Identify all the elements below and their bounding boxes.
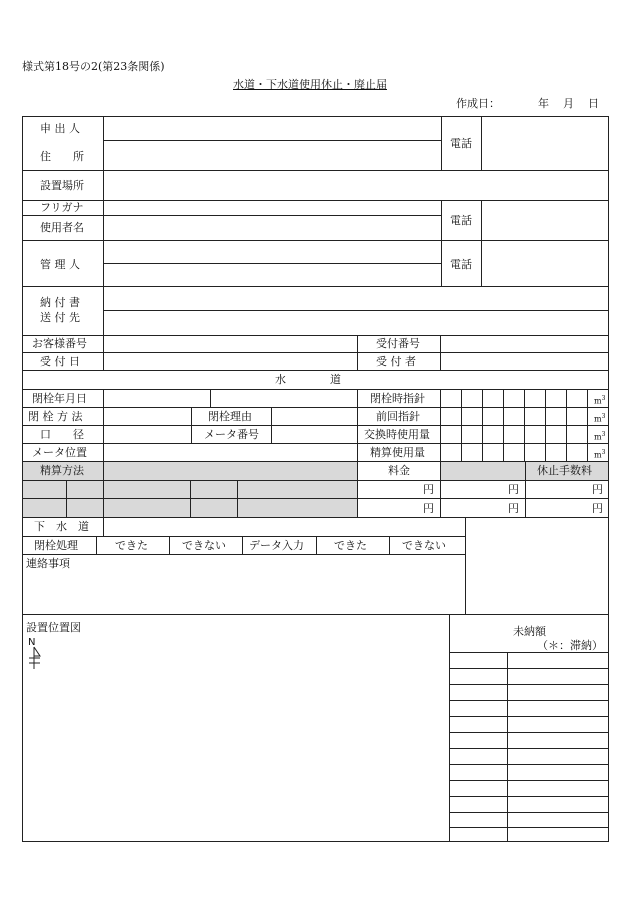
delivery-label-line2: 送 付 先	[40, 311, 80, 324]
manager-label: 管 理 人	[40, 258, 80, 271]
address-field[interactable]	[104, 141, 440, 170]
contact-label: 連絡事項	[26, 557, 70, 570]
diameter-label: 口 径	[40, 428, 84, 441]
close-reason-label: 閉栓理由	[208, 410, 252, 423]
created-year-label: 年	[538, 97, 549, 110]
diameter-field[interactable]	[104, 426, 190, 443]
location-label: 設置場所	[40, 179, 84, 192]
map-label: 設置位置図	[26, 621, 81, 634]
meter-position-label: メータ位置	[32, 446, 87, 459]
sewer-done-option-2[interactable]: できた	[334, 539, 367, 552]
yen-row2-col1: 円	[423, 502, 434, 515]
north-label: N	[28, 637, 36, 648]
prev-reading-digits[interactable]	[441, 408, 587, 425]
close-reason-field[interactable]	[272, 408, 356, 425]
manager-tel-label: 電話	[450, 258, 472, 271]
delivery-field-1[interactable]	[104, 287, 607, 310]
receipt-date-field[interactable]	[104, 353, 356, 370]
user-name-field[interactable]	[104, 216, 440, 240]
created-date-label: 作成日：	[456, 97, 500, 110]
applicant-tel-label: 電話	[450, 137, 472, 150]
sewer-not-done-option-1[interactable]: できない	[182, 539, 226, 552]
close-reading-label: 閉栓時指針	[370, 392, 425, 405]
settle-usage-label: 精算使用量	[370, 446, 425, 459]
close-method-label: 閉 栓 方 法	[28, 410, 83, 423]
receipt-no-label: 受付番号	[376, 337, 420, 350]
unit-prev-reading: $m^3$	[594, 413, 606, 424]
receipt-no-field[interactable]	[441, 336, 607, 352]
contact-field[interactable]	[23, 572, 464, 613]
close-method-field[interactable]	[104, 408, 190, 425]
unit-settle-usage: $m^3$	[594, 449, 606, 460]
customer-no-label: お客様番号	[32, 337, 87, 350]
manager-field-2[interactable]	[104, 264, 440, 286]
unit-close-reading: $m^3$	[594, 395, 606, 406]
yen-row1-col1: 円	[423, 483, 434, 496]
user-name-label: 使用者名	[40, 221, 84, 234]
applicant-tel-field[interactable]	[482, 117, 607, 170]
user-tel-field[interactable]	[482, 201, 607, 240]
receiver-label: 受 付 者	[376, 355, 416, 368]
address-label: 住 所	[40, 150, 84, 163]
yen-row1-col2: 円	[508, 483, 519, 496]
exchange-usage-digits[interactable]	[441, 426, 587, 443]
meter-no-label: メータ番号	[204, 428, 259, 441]
receipt-date-label: 受 付 日	[40, 355, 80, 368]
yen-row2-col3: 円	[592, 502, 603, 515]
yen-row2-col2: 円	[508, 502, 519, 515]
close-reading-digits[interactable]	[441, 390, 587, 407]
settlement-method-label: 精算方法	[40, 464, 84, 477]
furigana-label: フリガナ	[40, 201, 84, 214]
unit-exchange-usage: $m^3$	[594, 431, 606, 442]
water-section-heading: 水 道	[275, 373, 341, 386]
manager-tel-field[interactable]	[482, 241, 607, 286]
sewer-done-option-1[interactable]: できた	[115, 539, 148, 552]
close-date-label: 閉栓年月日	[32, 392, 87, 405]
location-field[interactable]	[104, 171, 607, 200]
customer-no-field[interactable]	[104, 336, 356, 352]
delivery-label-line1: 納 付 書	[40, 296, 80, 309]
created-day-label: 日	[588, 97, 599, 110]
applicant-label: 申 出 人	[40, 122, 80, 135]
form-title: 水道・下水道使用休止・廃止届	[233, 78, 387, 91]
unpaid-label: 未納額	[513, 625, 546, 638]
created-month-label: 月	[563, 97, 574, 110]
meter-no-field[interactable]	[272, 426, 356, 443]
sewer-label: 下 水 道	[34, 520, 89, 533]
exchange-usage-label: 交換時使用量	[364, 428, 430, 441]
sewer-not-done-option-2[interactable]: できない	[402, 539, 446, 552]
sewer-field[interactable]	[104, 518, 464, 536]
prev-reading-label: 前回指針	[376, 410, 420, 423]
manager-field-1[interactable]	[104, 241, 440, 263]
receiver-field[interactable]	[441, 353, 607, 370]
fee-label: 料金	[388, 464, 410, 477]
applicant-name-field[interactable]	[104, 117, 440, 140]
settle-usage-digits[interactable]	[441, 444, 587, 461]
suspend-fee-label: 休止手数料	[537, 464, 592, 477]
data-entry-label: データ入力	[249, 539, 304, 552]
yen-row1-col3: 円	[592, 483, 603, 496]
close-process-label: 閉栓処理	[34, 539, 78, 552]
delivery-field-2[interactable]	[104, 311, 607, 335]
unpaid-note: （＊：滞納）	[537, 639, 603, 652]
map-drawing-area[interactable]	[23, 640, 448, 840]
user-tel-label: 電話	[450, 214, 472, 227]
meter-position-field[interactable]	[104, 444, 356, 461]
form-number: 様式第18号の2(第23条関係)	[22, 60, 165, 73]
close-date-field[interactable]	[104, 390, 356, 407]
furigana-field[interactable]	[104, 201, 440, 215]
